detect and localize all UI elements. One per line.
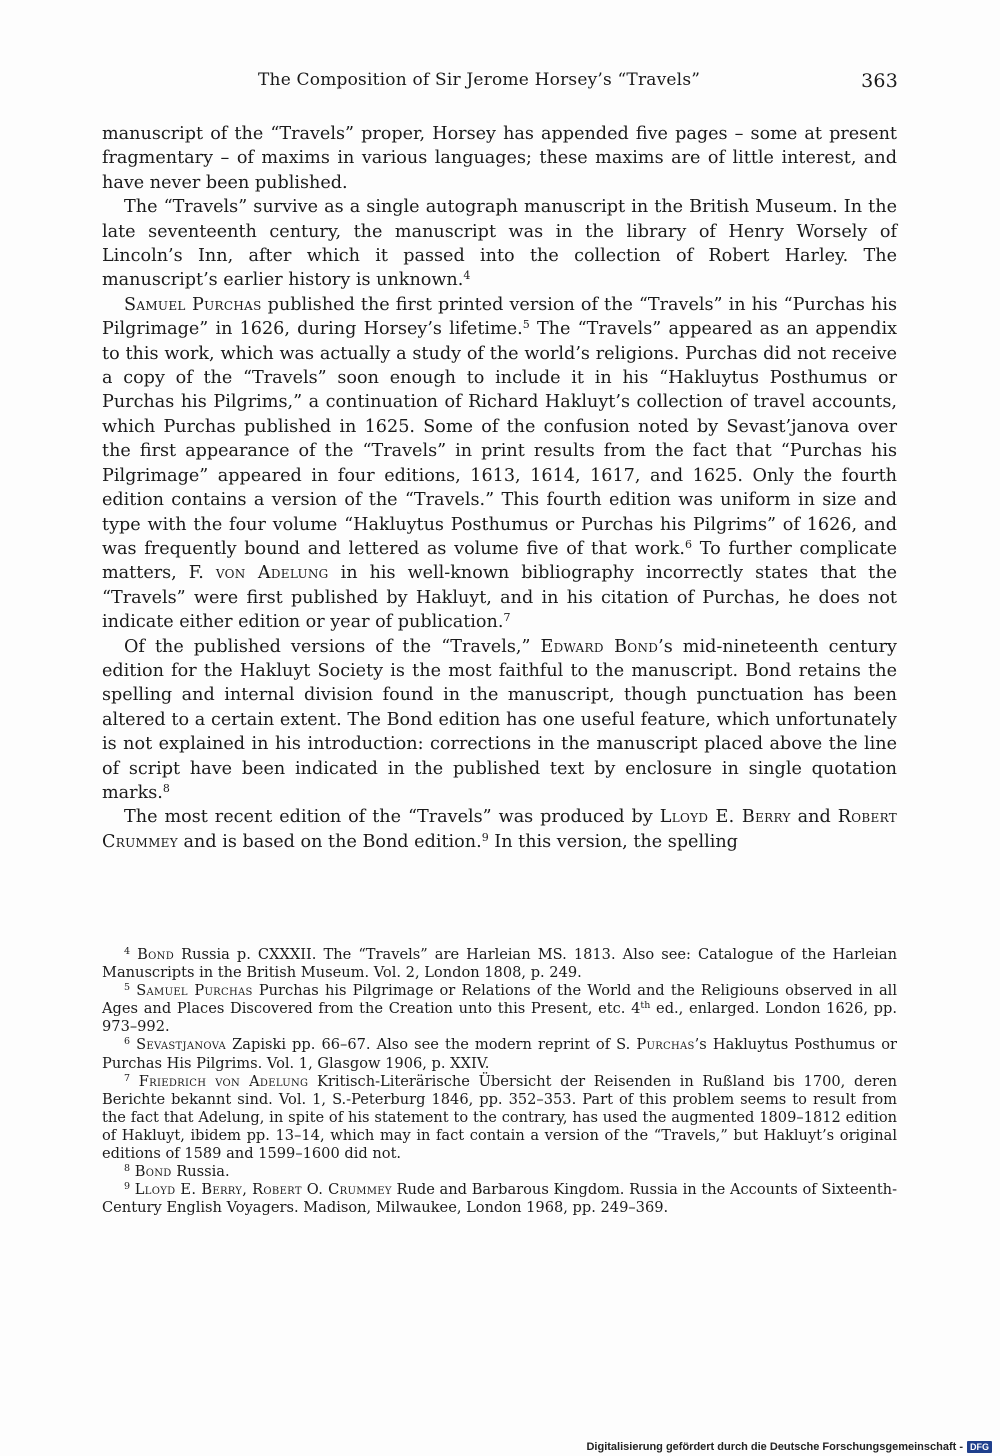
footnote-ref-7[interactable]: 7: [503, 611, 511, 625]
footnote-9: $^9$ Lloyd E. Berry, Robert O. Crummey Rude and Barbarous Kingdom. Russia in the Accounts of Sixteenth-Century English Voyagers. Madison, Milwaukee, London 1968, pp. 249–369.: [102, 1181, 898, 1217]
footnote-7: $^7$ Friedrich von Adelung Kritisch-Literärische Übersicht der Reisenden in Rußland bis 1700, deren Berichte bekannt sind. Vol. 1, S.-Peterburg 1846, pp. 352–353. Part of this problem seems to result from the fact that Adelung, in spite of his statement to the contrary, has used the augmented 1809–1812 edition of Hakluyt, ibidem pp. 13–14, which may in fact contain a version of the “Travels,” but Hakluyt’s original editions of 1589 and 1599–1600 did not.: [102, 1072, 897, 1163]
digitization-banner: [586, 1440, 992, 1454]
running-head: [258, 70, 898, 96]
page-number: 363: [861, 70, 898, 92]
footnote-ref-8[interactable]: 8: [162, 781, 170, 795]
paragraph-4: Of the published versions of the “Travels,” Edward Bond’s mid-nineteenth century edition for the Hakluyt Society is the most faithful to the manuscript. Bond retains the spelling and internal division found in the manuscript, though punctuation has been altered to a certain extent. The Bond edition has one useful feature, which unfortunately is not explained in his introduction: corrections in the manuscript placed above the line of script have been indicated in the published text by enclosure in single quotation marks.$^8$: [102, 636, 897, 803]
running-title: The Composition of Sir Jerome Horsey’s “Travels”: [258, 70, 701, 90]
author-name: von Adelung: [215, 563, 329, 584]
paragraph-1: manuscript of the “Travels” proper, Horsey has appended five pages – some at present fragmentary – of maxims in various languages; these maxims are of little interest, and have never been published.: [102, 124, 897, 193]
dfg-logo: DFG: [967, 1441, 992, 1453]
paragraph-3: Samuel Purchas published the first printed version of the “Travels” in his “Purchas his Pilgrimage” in 1626, during Horsey’s lifetime.$^5$ The “Travels” appeared as an appendix to this work, which was actually a study of the world’s religions. Purchas did not receive a copy of the “Travels” soon enough to include it in his “Hakluytus Posthumus or Purchas his Pilgrims,” a continuation of Richard Hakluyt’s collection of travel accounts, which Purchas published in 1625. Some of the confusion noted by Sevast’janova over the first appearance of the “Travels” in print results from the fact that “Purchas his Pilgrimage” appeared in four editions, 1613, 1614, 1617, and 1625. Only the fourth edition contains a version of the “Travels.” This fourth edition was uniform in size and type with the four volume “Hakluytus Posthumus or Purchas his Pilgrims” of 1626, and was frequently bound and lettered as volume five of that work.$^6$ To further complicate matters, F. von Adelung in his well-known bibliography incorrectly states that the “Travels” were first published by Hakluyt, and in his citation of Purchas, he does not indicate either edition or year of publication.$^7$: [102, 294, 898, 633]
author-name: Robert Crummey: [102, 807, 898, 852]
footnote-ref-4[interactable]: 4: [463, 269, 471, 283]
footnote-ref-5[interactable]: 5: [522, 318, 530, 332]
footnote-8: $^8$ Bond Russia.: [124, 1163, 230, 1181]
paragraph-5: The most recent edition of the “Travels” was produced by Lloyd E. Berry and Robert Crummey and is based on the Bond edition.$^9$ In this version, the spelling: [102, 807, 898, 852]
footnote-6: $^6$ Sevastjanova Zapiski pp. 66–67. Also see the modern reprint of S. Purchas’s Hakluytus Posthumus or Purchas His Pilgrims. Vol. 1, Glasgow 1906, p. XXIV.: [102, 1036, 897, 1072]
footnote-4: $^4$ Bond Russia p. CXXXII. The “Travels” are Harleian MS. 1813. Also see: Catalogue of the Harleian Manuscripts in the British Museum. Vol. 2, London 1808, p. 249.: [102, 946, 898, 982]
author-name: Samuel Purchas: [124, 294, 262, 315]
paragraph-2: The “Travels” survive as a single autograph manuscript in the British Museum. In the late seventeenth century, the manuscript was in the library of Henry Worsely of Lincoln’s Inn, after which it passed into the collection of Robert Harley. The manuscript’s earlier history is unknown.$^4$: [102, 197, 897, 291]
author-name: Lloyd E. Berry: [659, 807, 791, 828]
body-text: [102, 122, 897, 854]
footnote-5: $^5$ Samuel Purchas Purchas his Pilgrimage or Relations of the World and the Religiouns observed in all Ages and Places Discovered from the Creation unto this Present, etc. 4th ed., enlarged. London 1626, pp. 973–992.: [102, 982, 898, 1036]
footnote-ref-6[interactable]: 6: [685, 537, 692, 551]
footnote-ref-9[interactable]: 9: [481, 830, 489, 844]
banner-text: Digitalisierung gefördert durch die Deutsche Forschungsgemeinschaft -: [586, 1441, 963, 1453]
footnotes: [102, 946, 897, 1217]
author-name: Edward Bond: [540, 636, 659, 657]
